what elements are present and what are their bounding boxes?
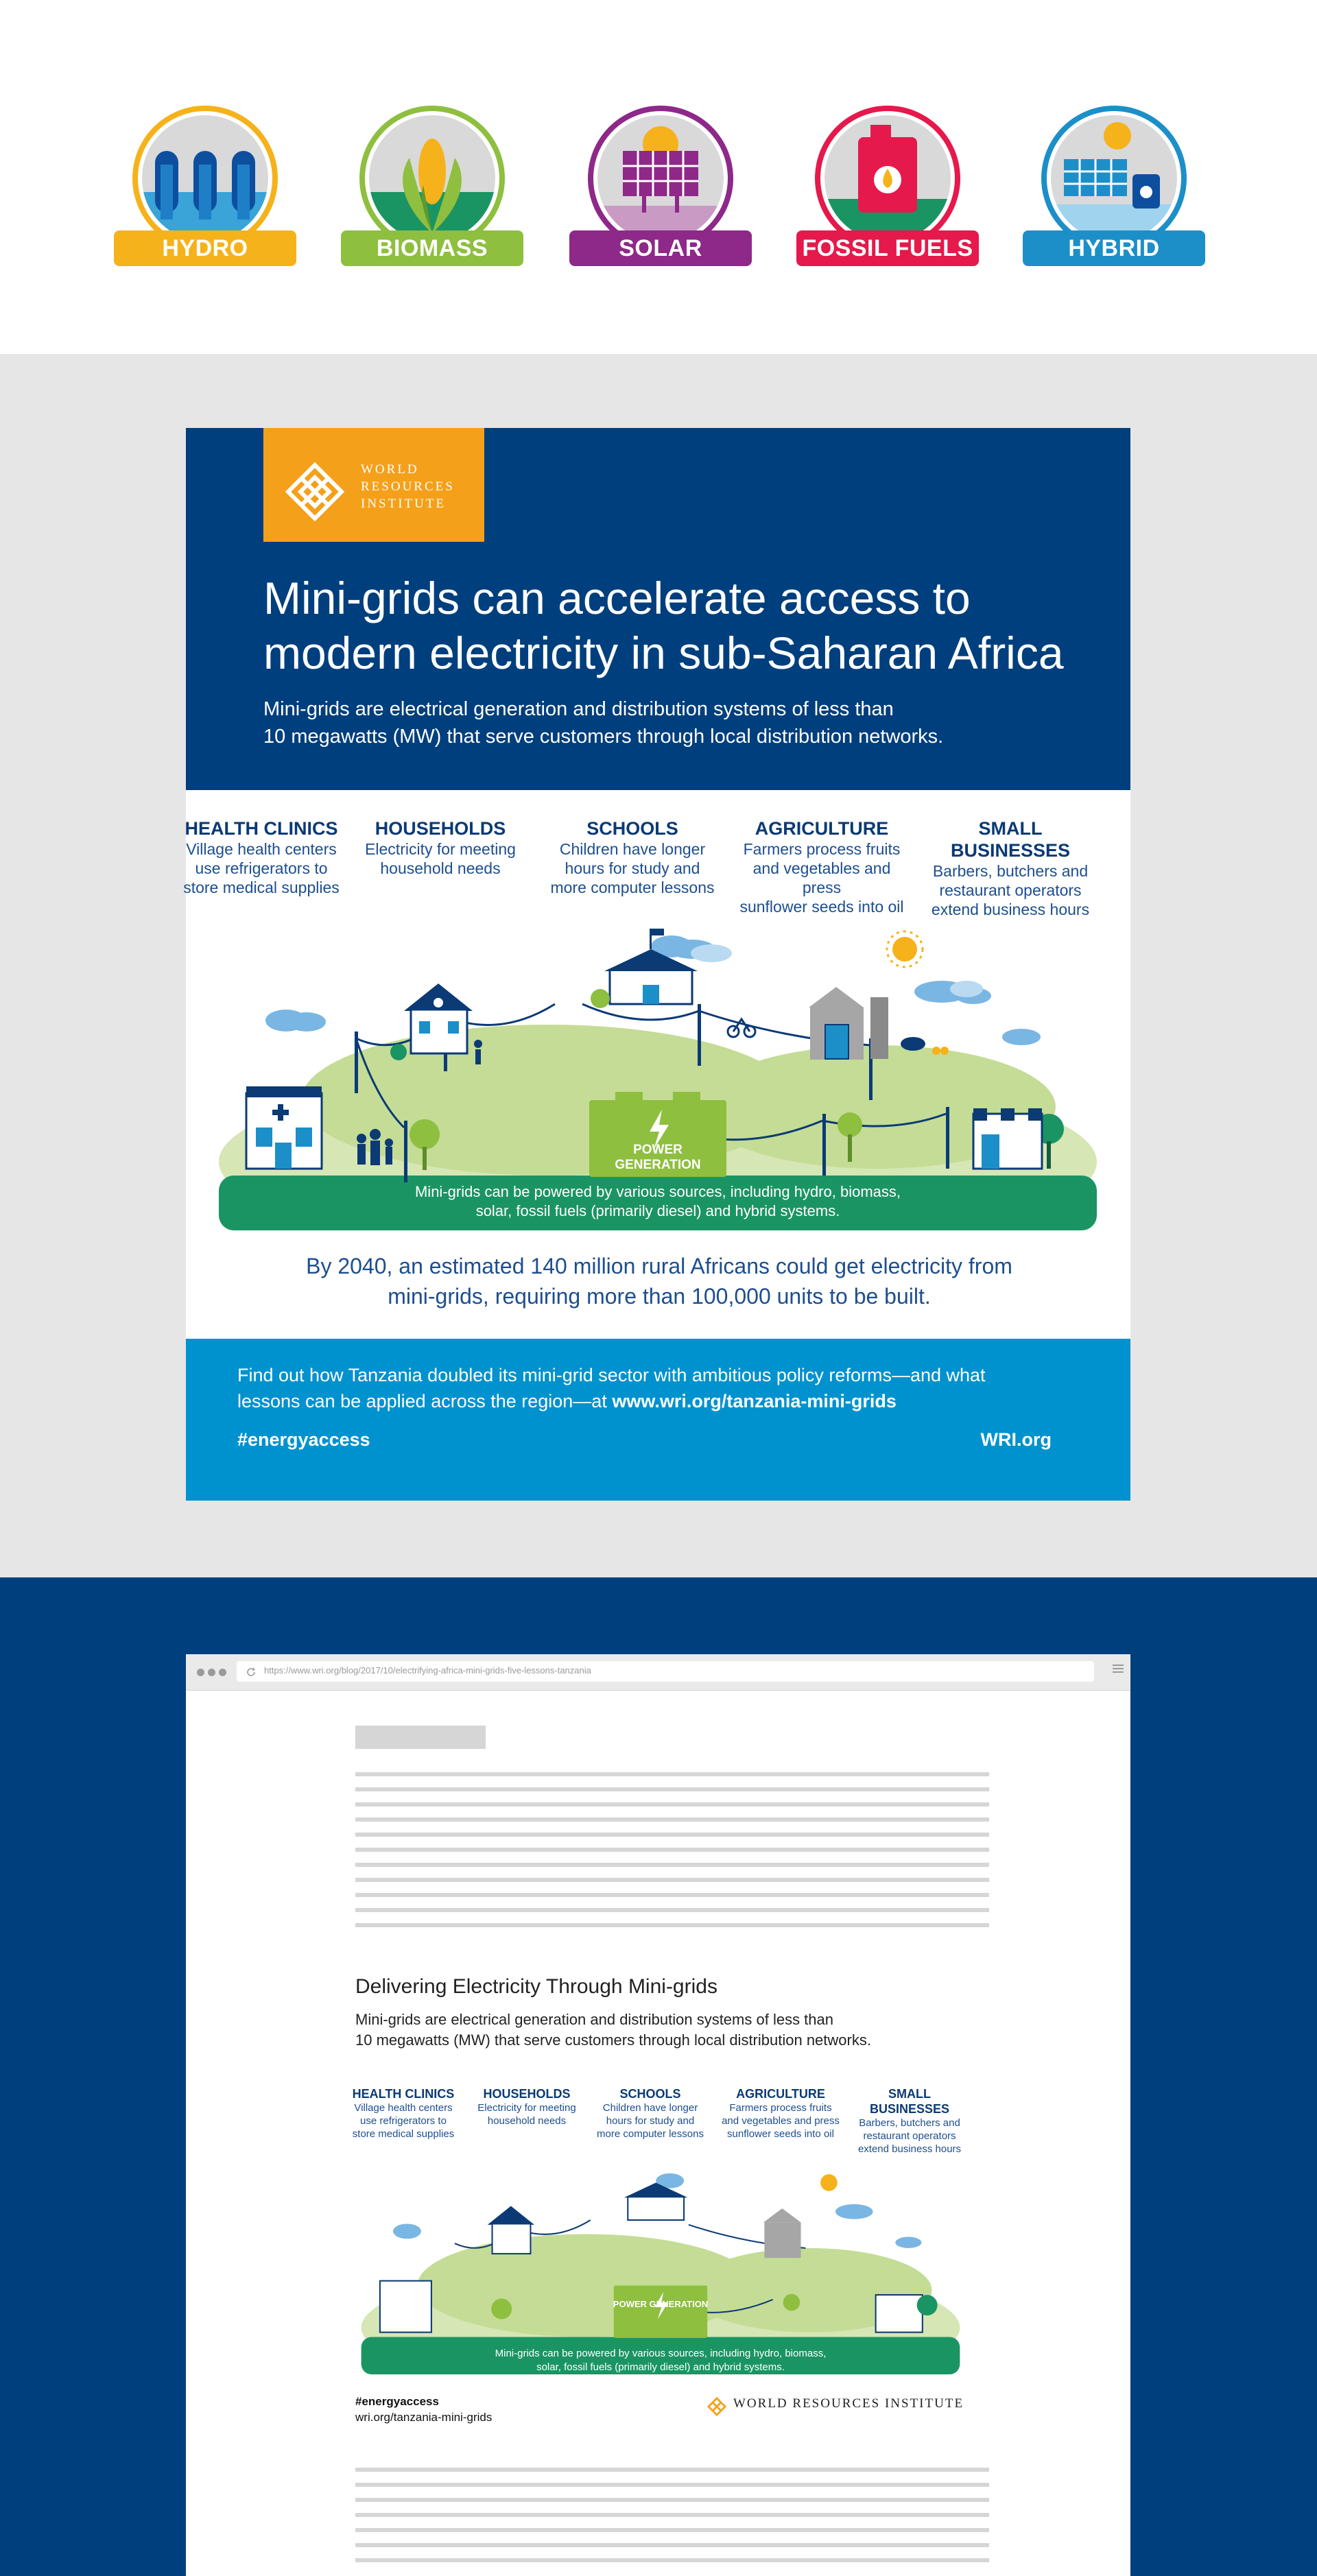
placeholder-line	[355, 1817, 989, 1822]
fossil-fuels-source	[796, 103, 979, 267]
hybrid-solar-icon	[1036, 103, 1191, 247]
placeholder-line	[355, 2498, 989, 2502]
embedded-scene-caption: Mini-grids can be powered by various sources, including hydro, biomass, solar, fossil fuels (primarily diesel) and hybrid systems.	[495, 2348, 827, 2373]
wri-small-logo-icon	[707, 2397, 726, 2416]
footer-description: Find out how Tanzania doubled its mini-grid sector with ambitious policy reforms—and what lessons can be applied across the region—at www.wri.org/tanzania-mini-grids	[237, 1365, 986, 1411]
embedded-short-url[interactable]: wri.org/tanzania-mini-grids	[355, 2411, 493, 2424]
placeholder-line	[355, 1802, 989, 1806]
fossil-fuels-label: FOSSIL FUELS	[796, 230, 979, 266]
corn-icon	[355, 103, 510, 247]
embedded-category-households: HOUSEHOLDS Electricity for meeting household needs	[477, 2087, 576, 2127]
article-subtitle: Mini-grids are electrical generation and distribution systems of less than 10 megawatts (MW) that serve customers through local distribution networks.	[355, 2011, 871, 2049]
placeholder-heading-block	[355, 1726, 486, 1749]
browser-toolbar	[186, 1654, 1130, 1691]
wri-logo-box	[263, 428, 484, 542]
url-text: https://www.wri.org/blog/2017/10/electrifying-africa-mini-grids-five-lessons-tanzania	[264, 1665, 591, 1675]
browser-window	[186, 1654, 1130, 2576]
power-generation-label: POWER GENERATION	[615, 1143, 701, 1172]
house-icon	[390, 983, 473, 1060]
infographic-headline: Mini-grids can accelerate access to modern electricity in sub-Saharan Africa	[263, 573, 1064, 678]
address-bar[interactable]	[237, 1661, 1094, 1682]
article-title: Delivering Electricity Through Mini-grids	[355, 1975, 717, 1998]
placeholder-line	[355, 1908, 989, 1912]
solar-panel-icon	[583, 103, 738, 247]
placeholder-line	[355, 2528, 989, 2532]
embedded-category-small-businesses: SMALL BUSINESSES Barbers, butchers and restaurant operators extend business hours	[857, 2087, 962, 2155]
placeholder-line	[355, 2513, 989, 2517]
biomass-source	[341, 103, 523, 267]
embedded-village-illustration	[355, 2169, 966, 2374]
category-small-businesses: SMALL BUSINESSES Barbers, butchers and restaurant operators extend business hours	[931, 818, 1090, 918]
site-link[interactable]: WRI.org	[980, 1429, 1052, 1450]
category-agriculture: AGRICULTURE Farmers process fruits and vegetables and press sunflower seeds into oil	[739, 818, 904, 916]
placeholder-line	[355, 1787, 989, 1791]
sun-icon	[887, 931, 923, 967]
energy-source-icons-section	[0, 0, 1317, 354]
wri-logo-text: WORLD RESOURCES INSTITUTE	[361, 462, 455, 511]
reload-icon[interactable]	[246, 1667, 256, 1676]
tanzania-link[interactable]: www.wri.org/tanzania-mini-grids	[612, 1391, 897, 1411]
statistic-text: By 2040, an estimated 140 million rural Africans could get electricity from mini-grids, requiring more than 100,000 units to be built.	[306, 1254, 1012, 1309]
category-households: HOUSEHOLDS Electricity for meeting household needs	[365, 818, 516, 877]
placeholder-line	[355, 1848, 989, 1852]
biomass-label: BIOMASS	[341, 230, 523, 266]
embedded-category-health-clinics: HEALTH CLINICS Village health centers use refrigerators to store medical supplies	[352, 2087, 455, 2140]
hydro-label: HYDRO	[114, 230, 296, 266]
window-dot-minimize[interactable]	[208, 1669, 215, 1676]
infographic-header	[186, 428, 1130, 790]
wri-logo-icon	[284, 461, 346, 523]
shop-icon	[973, 1108, 1042, 1169]
clinic-icon	[246, 1086, 322, 1169]
solar-label: SOLAR	[569, 230, 752, 266]
hydro-dam-icon	[128, 103, 283, 247]
category-schools: SCHOOLS Children have longer hours for study and more computer lessons	[550, 818, 715, 896]
hamburger-menu-icon[interactable]	[1113, 1664, 1124, 1673]
hybrid-source	[1023, 103, 1205, 267]
scene-caption: Mini-grids can be powered by various sources, including hydro, biomass, solar, fossil fuels (primarily diesel) and hybrid systems.	[414, 1183, 901, 1219]
placeholder-line	[355, 1772, 989, 1776]
infographic-card	[183, 428, 1130, 1501]
category-health-clinics: HEALTH CLINICS Village health centers use refrigerators to store medical supplies	[183, 818, 340, 896]
placeholder-line	[355, 1863, 989, 1867]
placeholder-line	[355, 2543, 989, 2547]
placeholder-line	[355, 2468, 989, 2472]
placeholder-line	[355, 2558, 989, 2562]
placeholder-line	[355, 1878, 989, 1882]
placeholder-line	[355, 2483, 989, 2487]
infographic-footer	[186, 1339, 1130, 1501]
placeholder-line	[355, 1923, 989, 1927]
placeholder-line	[355, 1893, 989, 1897]
window-dot-close[interactable]	[197, 1669, 204, 1676]
embedded-category-schools: SCHOOLS Children have longer hours for study and more computer lessons	[597, 2087, 704, 2140]
embedded-category-agriculture: AGRICULTURE Farmers process fruits and vegetables and press sunflower seeds into oil	[722, 2087, 840, 2140]
wri-small-logo-text: WORLD RESOURCES INSTITUTE	[733, 2396, 964, 2411]
infographic-subheading: Mini-grids are electrical generation and distribution systems of less than 10 megawatts (MW) that serve customers through local distribution networks.	[263, 698, 944, 748]
hybrid-label: HYBRID	[1023, 230, 1205, 266]
hydro-source	[114, 103, 296, 267]
embedded-power-generation-label: POWER GENERATION	[613, 2299, 709, 2309]
fuel-can-icon	[810, 103, 965, 247]
solar-source	[569, 103, 752, 267]
embedded-hashtag: #energyaccess	[355, 2395, 439, 2408]
hashtag: #energyaccess	[237, 1429, 370, 1450]
placeholder-line	[355, 1833, 989, 1837]
window-dot-maximize[interactable]	[219, 1669, 226, 1676]
